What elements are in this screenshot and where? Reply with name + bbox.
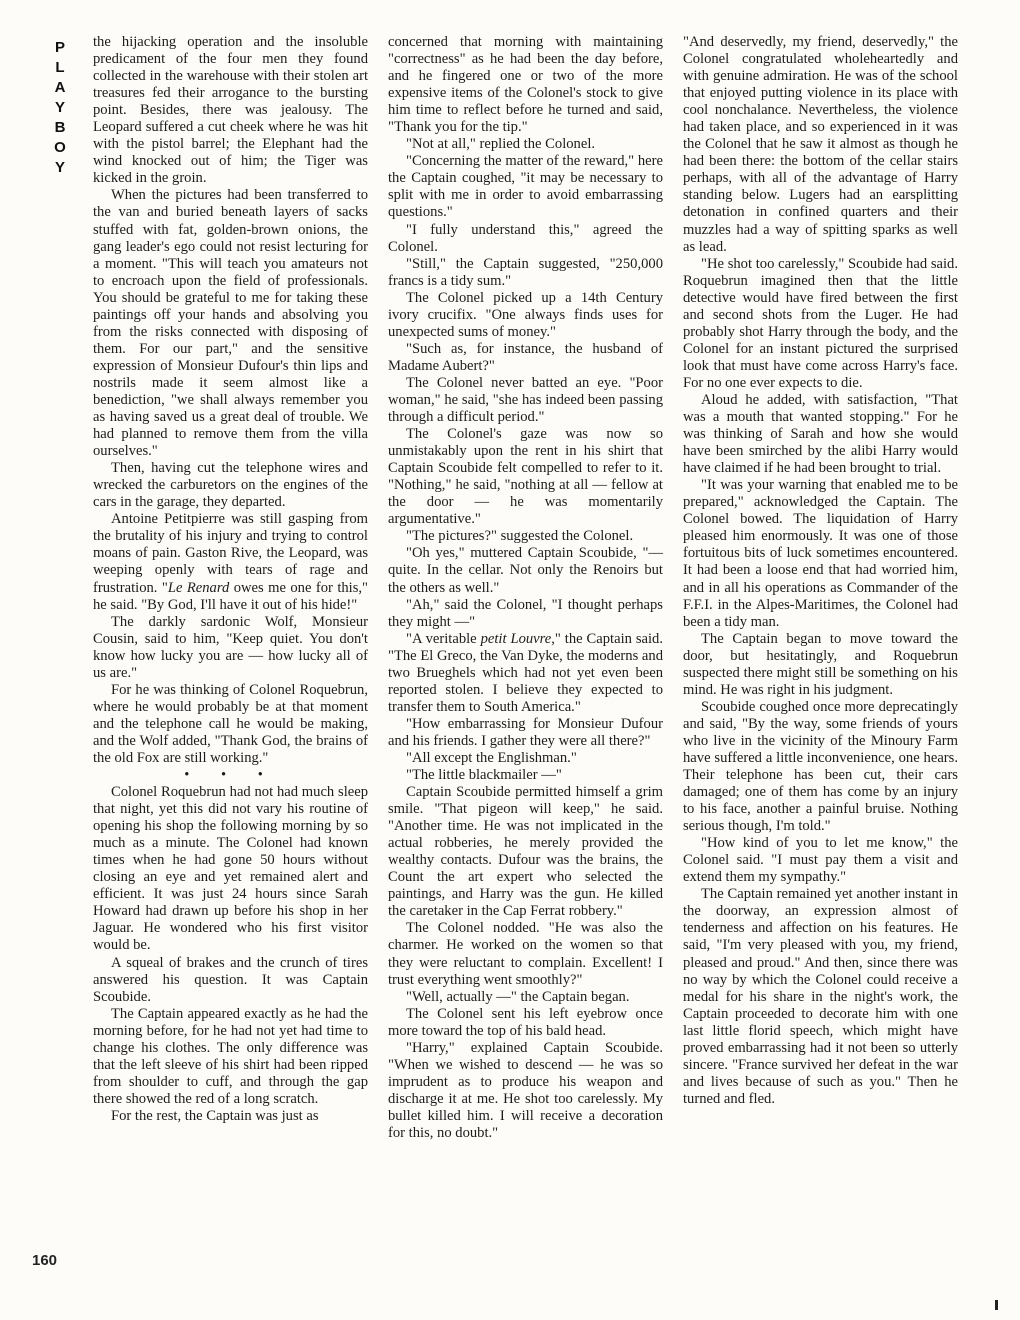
paragraph: When the pictures had been transferred to the van and buried beneath layers of sacks stuffed with fat, golden-brown onions, the gang leader's ego could not resist lecturing for a moment. "This will teach you amateurs not to encroach upon the field of professionals. You should be grateful to me for taking these paintings off your hands and absolving you from the risks connected with disposing of them. For our part," and the sensitive expression of Monsieur Dufour's thin lips and nostrils made it seem almost like a benediction, "we shall always remember you as having saved us a great deal of trouble. We had planned to remove them from the villa ourselves." [93, 187, 368, 460]
paragraph: The Colonel sent his left eyebrow once more toward the top of his bald head. [388, 1005, 663, 1039]
paragraph: The Colonel picked up a 14th Century ivory crucifix. "One always finds uses for unexpected sums of money." [388, 289, 663, 340]
spine-letter: A [54, 79, 66, 96]
paragraph: "All except the Englishman." [406, 749, 577, 766]
spine-letter: Y [54, 159, 65, 176]
paragraph: "Not at all," replied the Colonel. [406, 136, 596, 153]
paragraph: The Captain appeared exactly as he had the morning before, for he had not yet had time to change his clothes. The only difference was that the left sleeve of his shirt had been ripped from shoulder to cuff, and through the gap there showed the red of a long scratch. [93, 1005, 368, 1107]
paragraph: "Harry," explained Captain Scoubide. "When we wished to descend — he was so imprudent as to produce his weapon and discharge it at me. He shot too carelessly. My bullet killed him. I will receive a decoration for this, no doubt." [388, 1039, 663, 1141]
spine-letter: P [54, 39, 65, 56]
paragraph: Aloud he added, with satisfaction, "That was a mouth that wanted stopping." For he was thinking of Sarah and how she would have been smirched by the alibi Harry would have claimed if he had been brought to trial. [683, 391, 958, 477]
paragraph: "How kind of you to let me know," the Colonel said. "I must pay them a visit and extend them my sympathy." [683, 835, 958, 886]
paragraph: The Colonel nodded. "He was also the charmer. He worked on the women so that they were reluctant to complain. Excellent! I trust everything went smoothly?" [388, 920, 663, 988]
spine-letter: L [55, 59, 65, 76]
paragraph: "Still," the Captain suggested, "250,000 francs is a tidy sum." [388, 255, 663, 289]
paragraph: "The little blackmailer —" [406, 767, 562, 784]
page-number: 160 [32, 1252, 58, 1269]
paragraph: Then, having cut the telephone wires and wrecked the carburetors on the engines of the cars in the garage, they departed. [93, 460, 368, 511]
paragraph: "The pictures?" suggested the Colonel. [406, 528, 634, 545]
text-column-3 [683, 34, 958, 1108]
paragraph: The Colonel's gaze was now so unmistakably upon the rent in his shirt that Captain Scoubide felt compelled to refer to it. "Nothing," he said, "nothing at all — fellow at the door — he was momentarily argumentative." [388, 426, 663, 528]
paragraph: Antoine Petitpierre was still gasping from the brutality of his injury and trying to control moans of pain. Gaston Rive, the Leopard, was weeping openly with tears of rage and frustration. "Le Renard owes me one for this," he said. "By God, I'll have it out of his hide!" [93, 511, 369, 613]
paragraph: The Captain remained yet another instant in the doorway, an expression almost of tenderness and affection on his features. He said, "I'm very pleased with you, my friend, pleased and proud." And then, since there was no way by which the Colonel could receive a medal for his share in the night's work, the Captain proceeded to decorate him with one last little florid speech, which might have proved embarrassing had it not been so utterly sincere. "France survived her defeat in the war and lives because of such as you." Then he turned and fled. [683, 886, 958, 1107]
spine-letter: Y [54, 99, 65, 116]
paragraph: "A veritable petit Louvre," the Captain said. "The El Greco, the Van Dyke, the moderns and two Brueghels which had not yet even been reported stolen. I believe they expected to transfer them to South America." [388, 630, 664, 715]
paragraph: concerned that morning with maintaining "correctness" as he had been the day before, and he fingered one or two of the more expensive items of the Colonel's stock to give him time to reflect before he turned and said, "Thank you for the tip." [388, 34, 663, 136]
spine-letter: B [54, 119, 66, 136]
paragraph: For the rest, the Captain was just as [111, 1107, 319, 1124]
paragraph: "How embarrassing for Monsieur Dufour and his friends. I gather they were all there?" [388, 715, 663, 749]
paragraph: For he was thinking of Colonel Roquebrun, where he would probably be at that moment and the telephone call he would be making, and the Wolf added, "Thank God, the brains of the old Fox are still working." [93, 681, 368, 766]
paragraph: "It was your warning that enabled me to be prepared," acknowledged the Captain. The Colonel bowed. The liquidation of Harry pleased him enormously. It was one of those fortuitous bits of luck sometimes encountered. It had been a loose end that had worried him, and in all his operations as Commander of the F.F.I. in the Alpes-Maritimes, the Colonel had been a tidy man. [683, 477, 958, 630]
page-edge-mark [995, 1300, 998, 1310]
paragraph: "And deservedly, my friend, deservedly," the Colonel congratulated wholeheartedly and with genuine admiration. He was of the school that enjoyed putting violence in its place with cool nonchalance. Nevertheless, the violence had taken place, and so experienced in it was the Colonel that he saw it almost as though he had been there: the bottom of the cellar stairs perhaps, with all of the advantage of Harry standing below. Lugers had an earsplitting detonation in confined quarters and their muzzles had a way of spitting sparks as well as lead. [683, 34, 958, 255]
paragraph: "Concerning the matter of the reward," here the Captain coughed, "it may be necessary to split with me in order to avoid embarrassing questions." [388, 153, 663, 221]
paragraph: The Colonel never batted an eye. "Poor woman," he said, "she has indeed been passing through a difficult period." [388, 374, 663, 426]
paragraph: "Oh yes," muttered Captain Scoubide, "— quite. In the cellar. Not only the Renoirs but the others as well." [388, 545, 663, 596]
paragraph: A squeal of brakes and the crunch of tires answered his question. It was Captain Scoubide. [93, 954, 368, 1005]
section-break: • • • [184, 767, 277, 784]
paragraph: Colonel Roquebrun had not had much sleep that night, yet this did not vary his routine of opening his shop the following morning by so much as a minute. The Colonel had known times when he had gone 50 hours without closing an eye and yet remained alert and efficient. It was just 24 hours since Sarah Howard had drawn up before his shop in her Jaguar. He wondered who his first visitor would be. [93, 784, 368, 954]
magazine-spine-title [50, 38, 70, 178]
text-column-2 [388, 34, 663, 1142]
paragraph: The darkly sardonic Wolf, Monsieur Cousin, said to him, "Keep quiet. You don't know how lucky you are — how lucky all of us are." [93, 613, 368, 681]
paragraph: Scoubide coughed once more deprecatingly and said, "By the way, some friends of yours who live in the vicinity of the Minoury Farm have suffered a little inconvenience, one hears. Their telephone has been cut, their cars damaged; one of them has come by an injury to his face, another a painful bruise. Nothing serious though, I'm told." [683, 698, 958, 835]
paragraph: "Well, actually —" the Captain began. [406, 988, 630, 1005]
paragraph: The Captain began to move toward the door, but hesitatingly, and Roquebrun suspected there might still be something on his mind. He was right in his judgment. [683, 630, 958, 698]
paragraph: "Ah," said the Colonel, "I thought perhaps they might —" [388, 596, 663, 630]
paragraph: Captain Scoubide permitted himself a grim smile. "That pigeon will keep," he said. "Another time. He was not implicated in the actual robberies, he merely provided the wealthy contacts. Dufour was the brains, the Count the art expert who selected the paintings, and Harry was the gun. He killed the caretaker in the Cap Ferrat robbery." [388, 784, 663, 920]
paragraph: "I fully understand this," agreed the Colonel. [388, 221, 663, 255]
paragraph: the hijacking operation and the insoluble predicament of the four men they found collected in the warehouse with their stolen art treasures fed their arrogance to the bursting point. Besides, there was jealousy. The Leopard suffered a cut cheek where he was hit with the pistol barrel; the Elephant had the wind knocked out of him; the Tiger was kicked in the groin. [93, 34, 368, 187]
paragraph: "Such as, for instance, the husband of Madame Aubert?" [388, 340, 663, 374]
paragraph: "He shot too carelessly," Scoubide had said. Roquebrun imagined then that the little detective would have fired between the first and second shots from the Luger. He had probably shot Harry through the body, and the Colonel for an instant pictured the surprised look that must have come across Harry's face. For no one ever expects to die. [683, 255, 958, 391]
text-column-1 [93, 34, 368, 1125]
spine-letter: O [54, 139, 66, 156]
